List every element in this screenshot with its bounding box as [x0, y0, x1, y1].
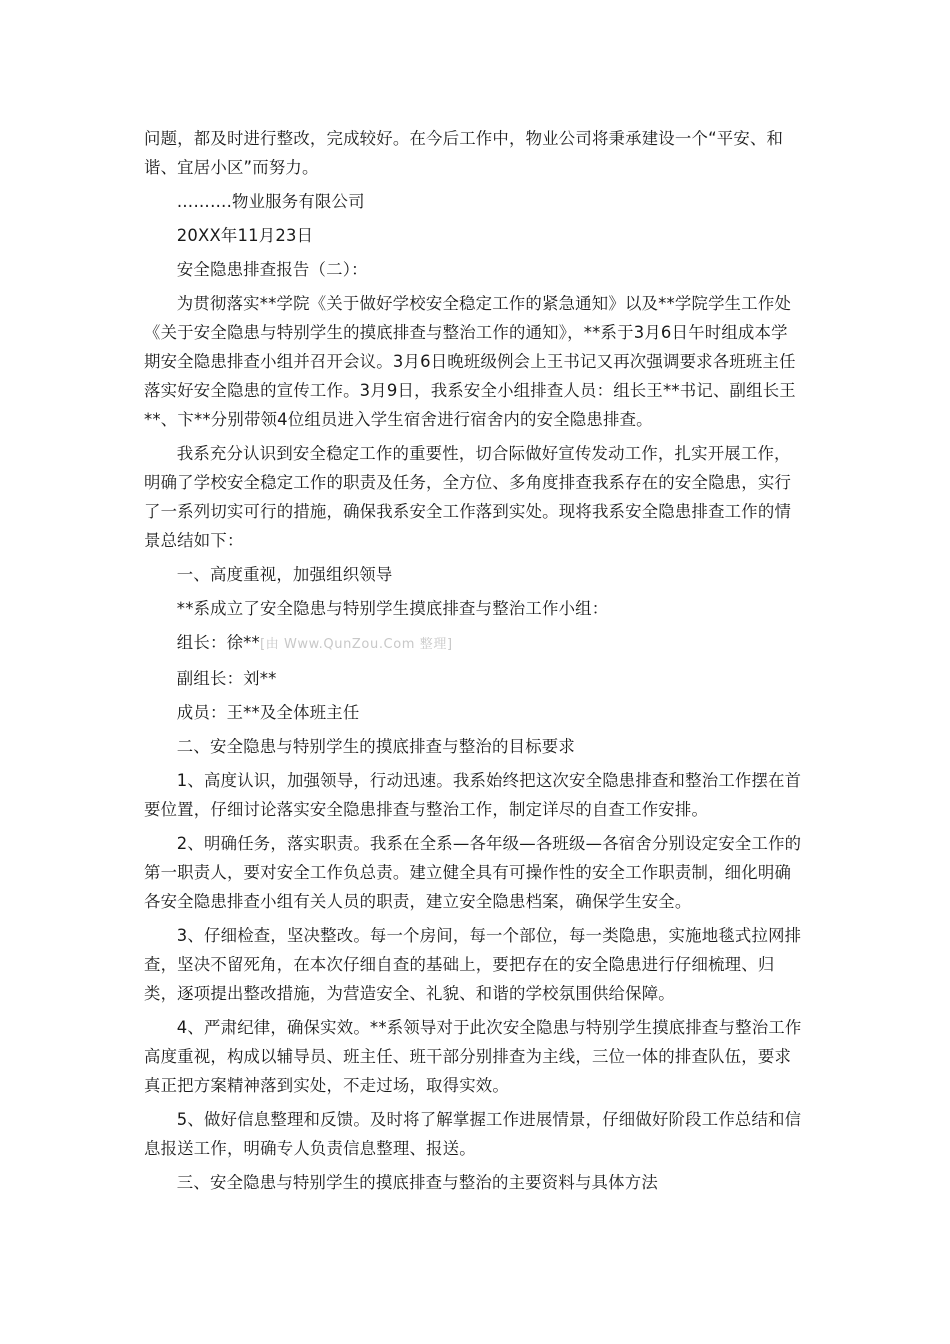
- company-signature: ……….物业服务有限公司: [176, 192, 365, 211]
- signature-date: 20XX年11月23日: [176, 226, 314, 245]
- requirement-item-1: 1、高度认识，加强领导，行动迅速。我系始终把这次安全隐患排查和整治工作摆在首要位置，仔细讨论落实安全隐患排查与整治工作，制定详尽的自查工作安排。: [144, 771, 802, 819]
- document-body: [144, 124, 804, 1202]
- requirement-item-5: 5、做好信息整理和反馈。及时将了解掌握工作进展情景，仔细做好阶段工作总结和信息报送工作，明确专人负责信息整理、报送。: [144, 1110, 802, 1158]
- paragraph-continuation: 问题，都及时进行整改，完成较好。在今后工作中，物业公司将秉承建设一个“平安、和谐、宜居小区”而努力。: [144, 129, 784, 177]
- report-title: 安全隐患排查报告（二）：: [176, 260, 368, 279]
- requirement-item-3: 3、仔细检查，坚决整改。每一个房间，每一个部位，每一类隐患，实施地毯式拉网排查，坚决不留死角，在本次仔细自查的基础上，要把存在的安全隐患进行仔细梳理、归类，逐项提出整改措施，为营造安全、礼貌、和谐的学校氛围供给保障。: [144, 926, 802, 1003]
- requirement-item-4: 4、严肃纪律，确保实效。**系领导对于此次安全隐患与特别学生摸底排查与整治工作高度重视，构成以辅导员、班主任、班干部分别排查为主线，三位一体的排查队伍，要求真正把方案精神落到实处，不走过场，取得实效。: [144, 1018, 802, 1095]
- group-leader-text: 组长：徐**: [176, 633, 260, 652]
- section-heading-2: 二、安全隐患与特别学生的摸底排查与整治的目标要求: [176, 737, 575, 756]
- group-intro: **系成立了安全隐患与特别学生摸底排查与整治工作小组：: [176, 599, 609, 618]
- group-leader: [144, 628, 804, 659]
- section-heading-3: 三、安全隐患与特别学生的摸底排查与整治的主要资料与具体方法: [176, 1173, 658, 1192]
- group-members: 成员：王**及全体班主任: [176, 703, 360, 722]
- requirement-item-2: 2、明确任务，落实职责。我系在全系—各年级—各班级—各宿舍分别设定安全工作的第一职责人，要对安全工作负总责。建立健全具有可操作性的安全工作职责制，细化明确各安全隐患排查小组有关人员的职责，建立安全隐患档案，确保学生安全。: [144, 834, 802, 911]
- section-heading-1: 一、高度重视，加强组织领导: [176, 565, 393, 584]
- watermark-text: [由 Www.QunZou.Com 整理]: [259, 637, 453, 652]
- group-deputy-leader: 副组长：刘**: [176, 669, 277, 688]
- paragraph-summary-intro: 我系充分认识到安全稳定工作的重要性，切合际做好宣传发动工作，扎实开展工作，明确了学校安全稳定工作的职责及任务，全方位、多角度排查我系存在的安全隐患，实行了一系列切实可行的措施，确保我系安全工作落到实处。现将我系安全隐患排查工作的情景总结如下：: [144, 444, 792, 550]
- paragraph-background: 为贯彻落实**学院《关于做好学校安全稳定工作的紧急通知》以及**学院学生工作处《关于安全隐患与特别学生的摸底排查与整治工作的通知》，**系于3月6日午时组成本学期安全隐患排查小组并召开会议。3月6日晚班级例会上王书记又再次强调要求各班班主任落实好安全隐患的宣传工作。3月9日，我系安全小组排查人员：组长王**书记、副组长王**、卞**分别带领4位组员进入学生宿舍进行宿舍内的安全隐患排查。: [144, 294, 796, 429]
